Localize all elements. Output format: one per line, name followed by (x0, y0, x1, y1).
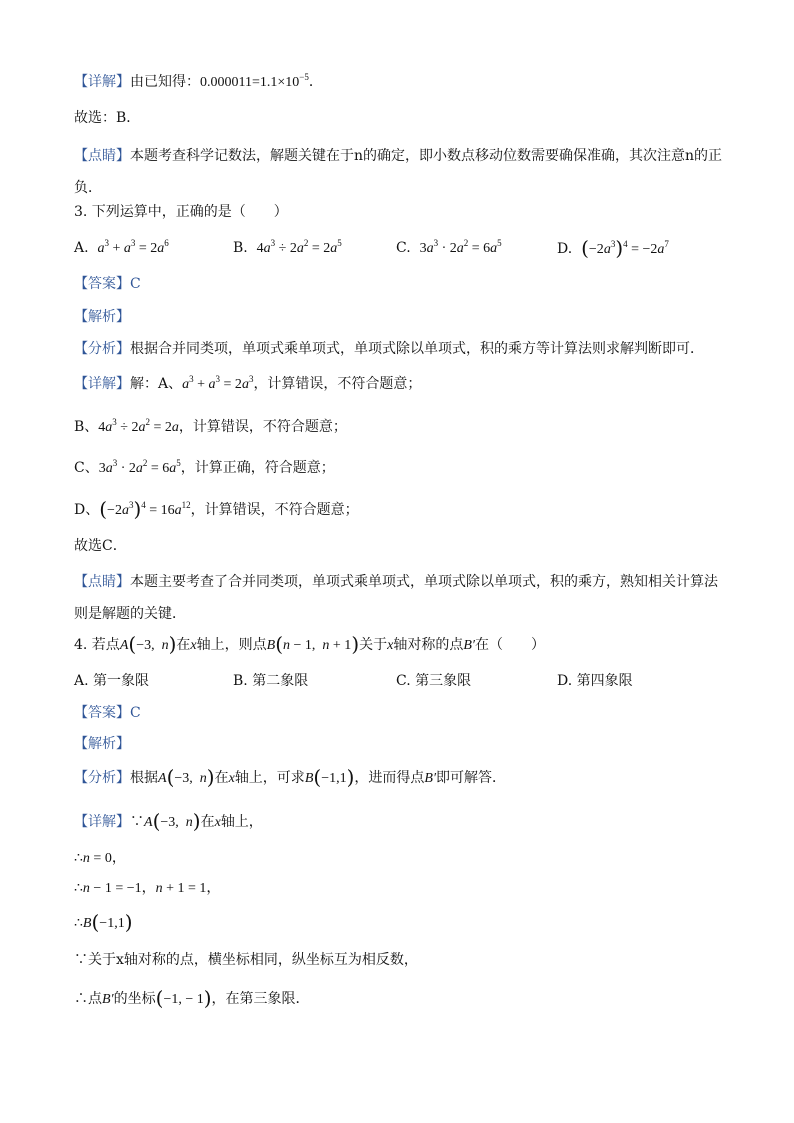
analysis-3: 【分析】根据合并同类项，单项式乘单项式，单项式除以单项式，积的乘方等计算法则求解判断即可． (74, 341, 704, 357)
option-4-a: A. 第一象限 (74, 673, 150, 689)
option-c: C. $3a^3 \cdot 2a^2 = 6a^5$ (396, 238, 502, 256)
step-5: ∴点B′的坐标(−1, − 1)，在第三象限． (74, 986, 310, 1010)
detail-tag: 【详解】 (74, 74, 130, 90)
step-1: ∴n = 0， (74, 850, 126, 866)
comment-text: 本题考查科学记数法，解题关键在于n的确定，即小数点移动位数需要确保准确，其次注意n的正负． (74, 148, 723, 196)
detail-text: 由已知得： (130, 74, 200, 90)
analysis-heading-3: 【解析】 (74, 309, 130, 325)
comment-tag: 【点睛】 (74, 148, 130, 164)
detail-3-c: C、$3a^3 \cdot 2a^2 = 6a^5$，计算正确，符合题意； (74, 458, 335, 476)
option-a: A. $a^3 + a^3 = 2a^6$ (74, 238, 169, 256)
math-equation: $0.000011=1.1\times 10^{-5}$ (200, 72, 309, 90)
answer-3: 【答案】C (74, 276, 141, 292)
answer-4: 【答案】C (74, 705, 141, 721)
comment-line (74, 140, 724, 204)
detail-3-a: 【详解】解：A、$a^3 + a^3 = 2a^3$，计算错误，不符合题意； (74, 374, 422, 392)
option-4-d: D. 第四象限 (557, 673, 633, 689)
detail-4: 【详解】∵A(−3, n)在x轴上， (74, 809, 263, 833)
analysis-4: 【分析】根据A(−3, n)在x轴上，可求B(−1,1)，进而得点B′即可解答． (74, 765, 507, 789)
choice-3: 故选C． (74, 538, 127, 554)
detail-3-b: B、$4a^3 \div 2a^2 = 2a$，计算错误，不符合题意； (74, 417, 347, 435)
analysis-heading-4: 【解析】 (74, 736, 130, 752)
question-4: 4. 若点A(−3, n)在x轴上，则点B(n − 1, n + 1)关于x轴对称的点B′在（ ） (74, 632, 545, 656)
option-b: B. $4a^3 \div 2a^2 = 2a^5$ (233, 238, 342, 256)
step-2: ∴n − 1 = −1，n + 1 = 1， (74, 880, 221, 896)
option-4-c: C. 第三象限 (396, 673, 472, 689)
step-4: ∵关于x轴对称的点，横坐标相同，纵坐标互为相反数， (74, 952, 418, 968)
option-d: D. $(-2a^3)^4 = -2a^7$ (557, 236, 669, 260)
comment-3: 【点睛】本题主要考查了合并同类项，单项式乘单项式，单项式除以单项式，积的乘方，熟知相关计算法则是解题的关键． (74, 574, 718, 622)
option-4-b: B. 第二象限 (233, 673, 309, 689)
choice-line: 故选：B． (74, 110, 141, 126)
question-3: 3. 下列运算中，正确的是（ ） (74, 204, 288, 220)
step-3: ∴B(−1,1) (74, 910, 133, 934)
detail-line-scientific-notation: 【详解】由已知得：$0.000011=1.1\times 10^{-5}$． (74, 72, 323, 90)
detail-3-d: D、$(-2a^3)^4 = 16a^{12}$，计算错误，不符合题意； (74, 497, 359, 521)
